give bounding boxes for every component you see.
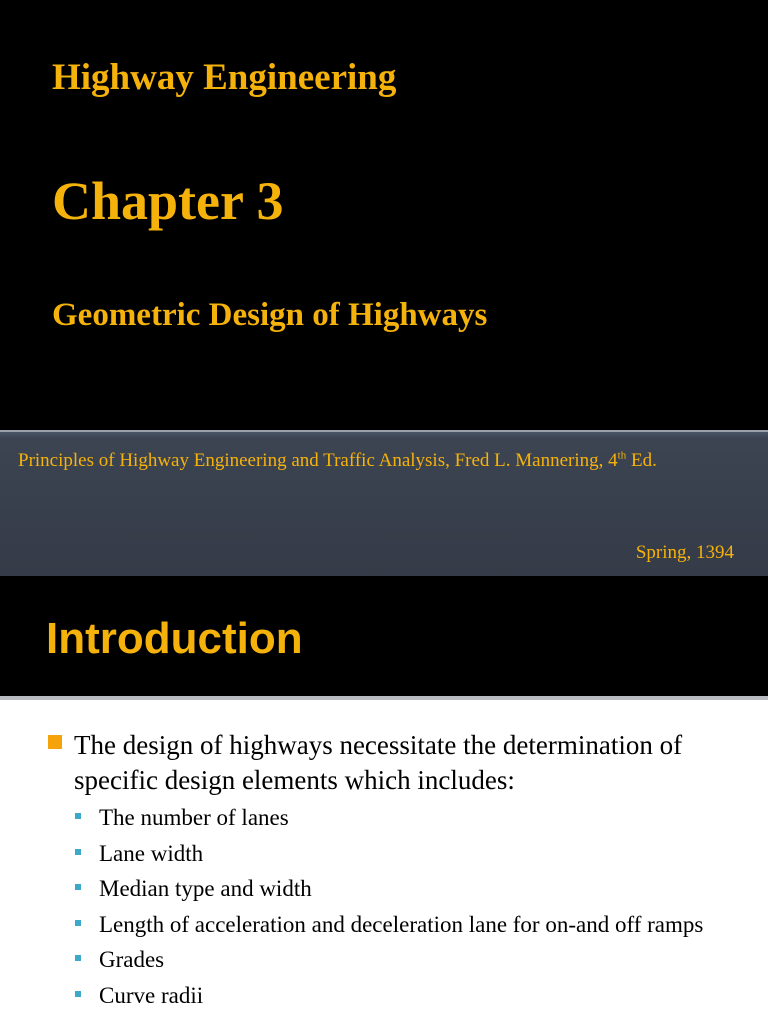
sub-bullet-list [75, 802, 735, 1015]
reference-text [18, 450, 657, 472]
reference-superscript: th [617, 449, 627, 462]
bullet-dot-icon [75, 884, 81, 890]
list-item [75, 980, 735, 1012]
semester-date: Spring, 1394 [635, 542, 734, 563]
slide-title: Highway Engineering [52, 57, 397, 98]
chapter-heading: Chapter 3 [52, 171, 284, 231]
list-item [75, 838, 735, 870]
square-bullet-icon [48, 735, 62, 749]
main-bullet-text: The design of highways necessitate the determination of specific design elements which includes: [74, 730, 683, 795]
list-item [75, 802, 735, 834]
bullet-dot-icon [75, 849, 81, 855]
list-item-text: Grades [99, 947, 165, 972]
list-item-text: Median type and width [99, 876, 312, 901]
bullet-dot-icon [75, 991, 81, 997]
list-item-text: Curve radii [99, 982, 204, 1008]
list-item-text: Length of acceleration and deceleration lane for on-and off ramps [99, 911, 704, 937]
list-item-text: Lane width [99, 840, 204, 866]
slide-heading: Introduction [46, 614, 303, 663]
list-item-text: The number of lanes [99, 805, 289, 830]
heading-divider [0, 696, 768, 700]
reference-main: Principles of Highway Engineering and Traffic Analysis, Fred L. Mannering, 4 [18, 450, 618, 471]
main-bullet [48, 728, 748, 798]
list-item [75, 873, 735, 905]
chapter-subtitle: Geometric Design of Highways [52, 297, 488, 333]
reference-end: Ed. [626, 450, 657, 471]
bullet-dot-icon [75, 813, 81, 819]
list-item [75, 909, 735, 941]
bullet-dot-icon [75, 920, 81, 926]
list-item [75, 944, 735, 976]
bullet-dot-icon [75, 955, 81, 961]
